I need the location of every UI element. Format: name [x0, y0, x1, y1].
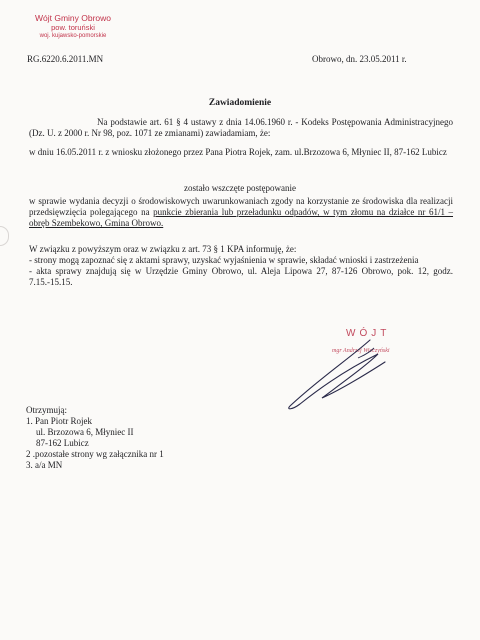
stamp-line-3: woj. kujawsko-pomorskie: [39, 33, 107, 39]
recipients-list: [26, 405, 164, 471]
info-point-1: - strony mogą zapoznać się z aktami sprawy, uzyskać wyjaśnienia w sprawie, składać wnioski i zastrzeżenia: [29, 255, 419, 265]
subject-paragraph: [29, 196, 453, 229]
signature-stamp-name: mgr Andrzej Wieczyński: [332, 348, 390, 354]
stamp-line-1: Wójt Gminy Obrowo: [34, 13, 112, 23]
recipient-item: 3. a/a MN: [26, 460, 63, 470]
signature-stamp-title: WÓJT: [346, 328, 391, 339]
info-point-2: - akta sprawy znajdują się w Urzędzie Gminy Obrowo, ul. Aleja Lipowa 27, 87-126 Obrowo, pok. 12, godz. 7.15.-15.15.: [29, 266, 453, 287]
stamp-line-2: pow. toruński: [51, 23, 95, 32]
place-date: Obrowo, dn. 23.05.2011 r.: [312, 54, 407, 64]
recipient-item: 2 .pozostałe strony wg załącznika nr 1: [26, 449, 164, 459]
handwritten-signature: [250, 318, 410, 418]
proceedings-started-line: zostało wszczęte postępowanie: [184, 183, 296, 193]
office-stamp: [22, 14, 124, 41]
information-paragraph: [29, 244, 453, 288]
application-paragraph: w dniu 16.05.2011 r. z wniosku złożonego przez Pana Piotra Rojek, zam. ul.Brzozowa 6, Młyniec II, 87-162 Lubicz: [29, 147, 447, 157]
legal-basis-paragraph: Na podstawie art. 61 § 4 ustawy z dnia 14.06.1960 r. - Kodeks Postępowania Administracyjnego (Dz. U. z 2000 r. Nr 98, poz. 1071 ze zmianami) zawiadamiam, że:: [29, 117, 453, 138]
document-title: Zawiadomienie: [208, 98, 272, 108]
recipient-item: ul. Brzozowa 6, Młyniec II: [36, 427, 134, 437]
recipient-item: 1. Pan Piotr Rojek: [26, 416, 93, 426]
recipient-item: 87-162 Lubicz: [36, 438, 89, 448]
recipients-heading: Otrzymują:: [26, 405, 67, 415]
punch-hole-mark: [0, 226, 9, 246]
subject-underlined: punkcie zbierania lub przeładunku odpadów, w tym złomu na działce nr 61/1 – obręb Szembekowo, Gmina Obrowo.: [29, 207, 454, 228]
subject-text: w sprawie wydania decyzji o środowiskowych uwarunkowaniach zgody na korzystanie ze środowiska dla realizacji przedsięwzięcia polegającego na: [29, 196, 453, 217]
info-intro: W związku z powyższym oraz w związku z art. 73 § 1 KPA informuję, że:: [29, 244, 297, 254]
reference-number: RG.6220.6.2011.MN: [27, 54, 104, 64]
